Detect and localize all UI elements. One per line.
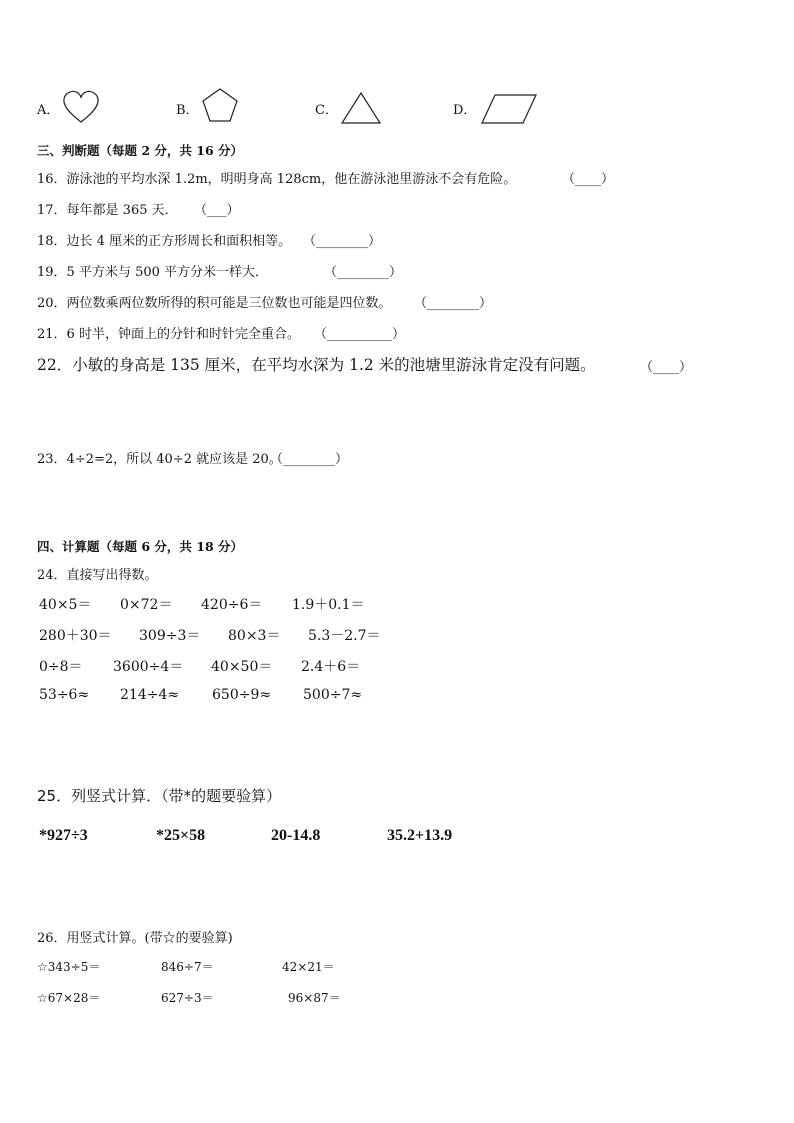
calc-item: 2.4＋6＝ bbox=[301, 659, 361, 675]
calc-item: ☆343÷5＝ bbox=[37, 960, 101, 974]
calc-item: 214÷4≈ bbox=[120, 687, 180, 703]
question-25-title: 25．列竖式计算．（带*的题要验算） bbox=[37, 787, 282, 805]
answer-blank-17[interactable]: （___） bbox=[194, 203, 240, 218]
question-22: 22．小敏的身高是 135 厘米，在平均水深为 1.2 米的池塘里游泳肯定没有问题。 bbox=[37, 356, 596, 374]
answer-blank-21[interactable]: （__________） bbox=[314, 327, 406, 342]
parallelogram-icon bbox=[481, 94, 537, 124]
answer-blank-18[interactable]: （________） bbox=[303, 234, 382, 249]
question-18: 18．边长 4 厘米的正方形周长和面积相等。 bbox=[37, 234, 292, 249]
vertical-calc-item: *927÷3 bbox=[39, 827, 88, 844]
pentagon-icon bbox=[202, 88, 238, 122]
section4-title: 四、计算题（每题 6 分，共 18 分） bbox=[37, 539, 244, 554]
question-24-title: 24．直接写出得数。 bbox=[37, 568, 158, 583]
question-21: 21．6 时半，钟面上的分针和时针完全重合。 bbox=[37, 327, 300, 342]
calc-item: 80×3＝ bbox=[228, 628, 281, 644]
calc-item: 500÷7≈ bbox=[303, 687, 363, 703]
calc-item: 96×87＝ bbox=[288, 991, 341, 1005]
answer-blank-19[interactable]: （________） bbox=[324, 265, 403, 280]
calc-item: 53÷6≈ bbox=[39, 687, 90, 703]
calc-item: 1.9＋0.1＝ bbox=[292, 597, 365, 613]
calc-item: 650÷9≈ bbox=[212, 687, 272, 703]
calc-item: 40×50＝ bbox=[211, 659, 273, 675]
calc-item: 280＋30＝ bbox=[39, 628, 112, 644]
calc-item: 5.3－2.7＝ bbox=[308, 628, 381, 644]
triangle-icon bbox=[341, 92, 381, 124]
calc-item: 627÷3＝ bbox=[161, 991, 214, 1005]
heart-icon bbox=[62, 90, 100, 124]
answer-blank-22[interactable]: （____） bbox=[640, 360, 693, 375]
vertical-calc-item: 35.2+13.9 bbox=[387, 827, 453, 844]
option-a-label: A． bbox=[37, 103, 60, 118]
vertical-calc-item: *25×58 bbox=[156, 827, 206, 844]
calc-item: 3600÷4＝ bbox=[113, 659, 184, 675]
section3-title: 三、判断题（每题 2 分，共 16 分） bbox=[37, 143, 244, 158]
option-b-label: B． bbox=[176, 103, 199, 118]
calc-item: 420÷6＝ bbox=[201, 597, 263, 613]
question-19: 19．5 平方米与 500 平方分米一样大． bbox=[37, 265, 269, 280]
answer-blank-23[interactable]: （________） bbox=[270, 452, 349, 467]
calc-item: 846÷7＝ bbox=[161, 960, 214, 974]
calc-item: 42×21＝ bbox=[282, 960, 335, 974]
question-16: 16．游泳池的平均水深 1.2m，明明身高 128cm，他在游泳池里游泳不会有危险。 bbox=[37, 172, 517, 187]
question-17: 17．每年都是 365 天． bbox=[37, 203, 178, 218]
option-d-label: D． bbox=[453, 103, 477, 118]
calc-item: 0÷8＝ bbox=[39, 659, 83, 675]
option-c-label: C． bbox=[315, 103, 338, 118]
answer-blank-20[interactable]: （________） bbox=[414, 296, 493, 311]
question-26-title: 26．用竖式计算。(带☆的要验算) bbox=[37, 931, 233, 946]
answer-blank-16[interactable]: （____） bbox=[562, 172, 615, 187]
calc-item: ☆67×28＝ bbox=[37, 991, 101, 1005]
question-23: 23．4÷2=2，所以 40÷2 就应该是 20。 bbox=[37, 452, 282, 467]
calc-item: 40×5＝ bbox=[39, 597, 92, 613]
vertical-calc-item: 20-14.8 bbox=[271, 827, 321, 844]
calc-item: 309÷3＝ bbox=[139, 628, 201, 644]
question-20: 20．两位数乘两位数所得的积可能是三位数也可能是四位数。 bbox=[37, 296, 392, 311]
calc-item: 0×72＝ bbox=[120, 597, 173, 613]
